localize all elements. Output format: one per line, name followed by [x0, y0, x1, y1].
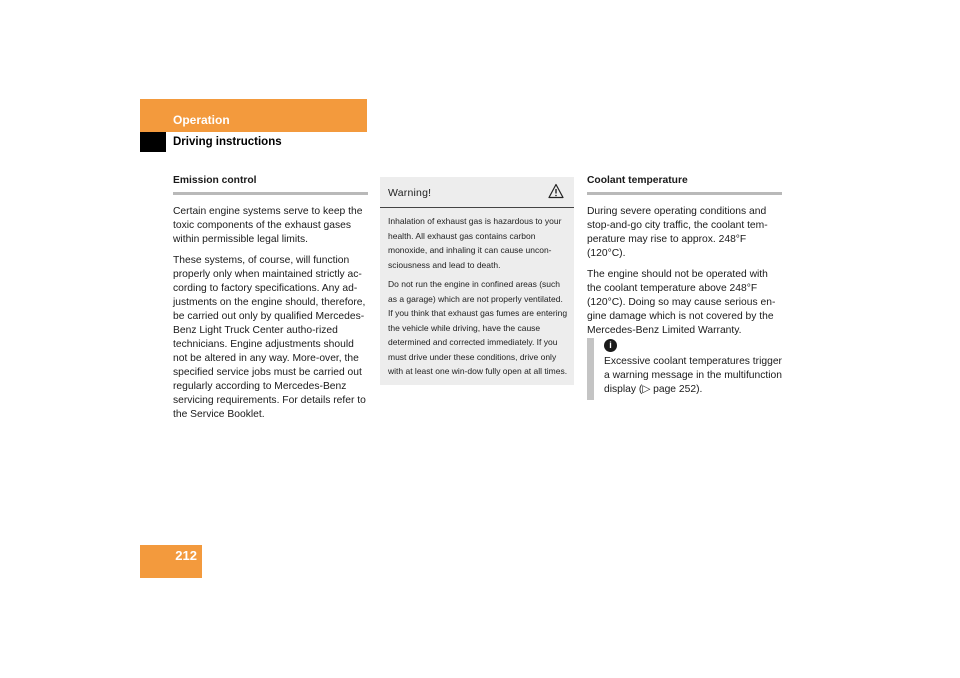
page-number: 212: [175, 548, 197, 563]
warning-triangle-icon: [548, 183, 564, 199]
warning-box: [380, 177, 574, 385]
coolant-temperature-section: [587, 174, 782, 345]
emission-paragraph-1: Certain engine systems serve to keep the toxic components of the exhaust gases within permissible legal limits.: [173, 206, 363, 245]
coolant-paragraph-1: During severe operating conditions and stop-and-go city traffic, the coolant tem-perature may rise to approx. 248°F (120°C).: [587, 206, 768, 259]
note-bar: [587, 338, 594, 400]
warning-heading: Warning!: [388, 187, 432, 199]
info-icon: i: [604, 339, 617, 352]
header-marker: [140, 132, 166, 152]
warning-body: [388, 214, 568, 384]
warning-paragraph-1: Inhalation of exhaust gas is hazardous to your health. All exhaust gas contains carbon monoxide, and inhaling it can cause uncon-sciousness and lead to death.: [388, 216, 562, 270]
subsection-title: Driving instructions: [173, 136, 282, 148]
coolant-temperature-heading: Coolant temperature: [587, 174, 782, 195]
emission-control-section: [173, 174, 368, 429]
info-note: [587, 338, 785, 400]
page-number-box: [140, 545, 202, 578]
section-title: Operation: [173, 113, 230, 127]
coolant-paragraph-2: The engine should not be operated with the coolant temperature above 248°F (120°C). Doing so may cause serious en-gine damage which is not covered by the Mercedes-Benz Limited Warranty.: [587, 269, 776, 336]
emission-control-heading: Emission control: [173, 174, 368, 195]
warning-paragraph-2: Do not run the engine in confined areas (such as a garage) which are not properly ventilated. If you think that exhaust gas fumes are entering the vehicle while driving, have the cause determined and corrected immediately. If you must drive under these conditions, drive only with at least one win-dow fully open at all times.: [388, 279, 568, 376]
warning-divider: [380, 207, 574, 208]
emission-paragraph-2: These systems, of course, will function properly only when maintained strictly ac-cording to factory specifications. Any ad-justments on the engine should, therefore, be carried out only by qualified Mercedes-Benz Light Truck Center autho-rized technicians. Engine adjustments should not be altered in any way. More-over, the specified service jobs must be carried out regularly according to Mercedes-Benz servicing requirements. For details refer to the Service Booklet.: [173, 255, 366, 420]
note-text: Excessive coolant temperatures trigger a warning message in the multifunction display (▷ page 252).: [604, 356, 783, 395]
